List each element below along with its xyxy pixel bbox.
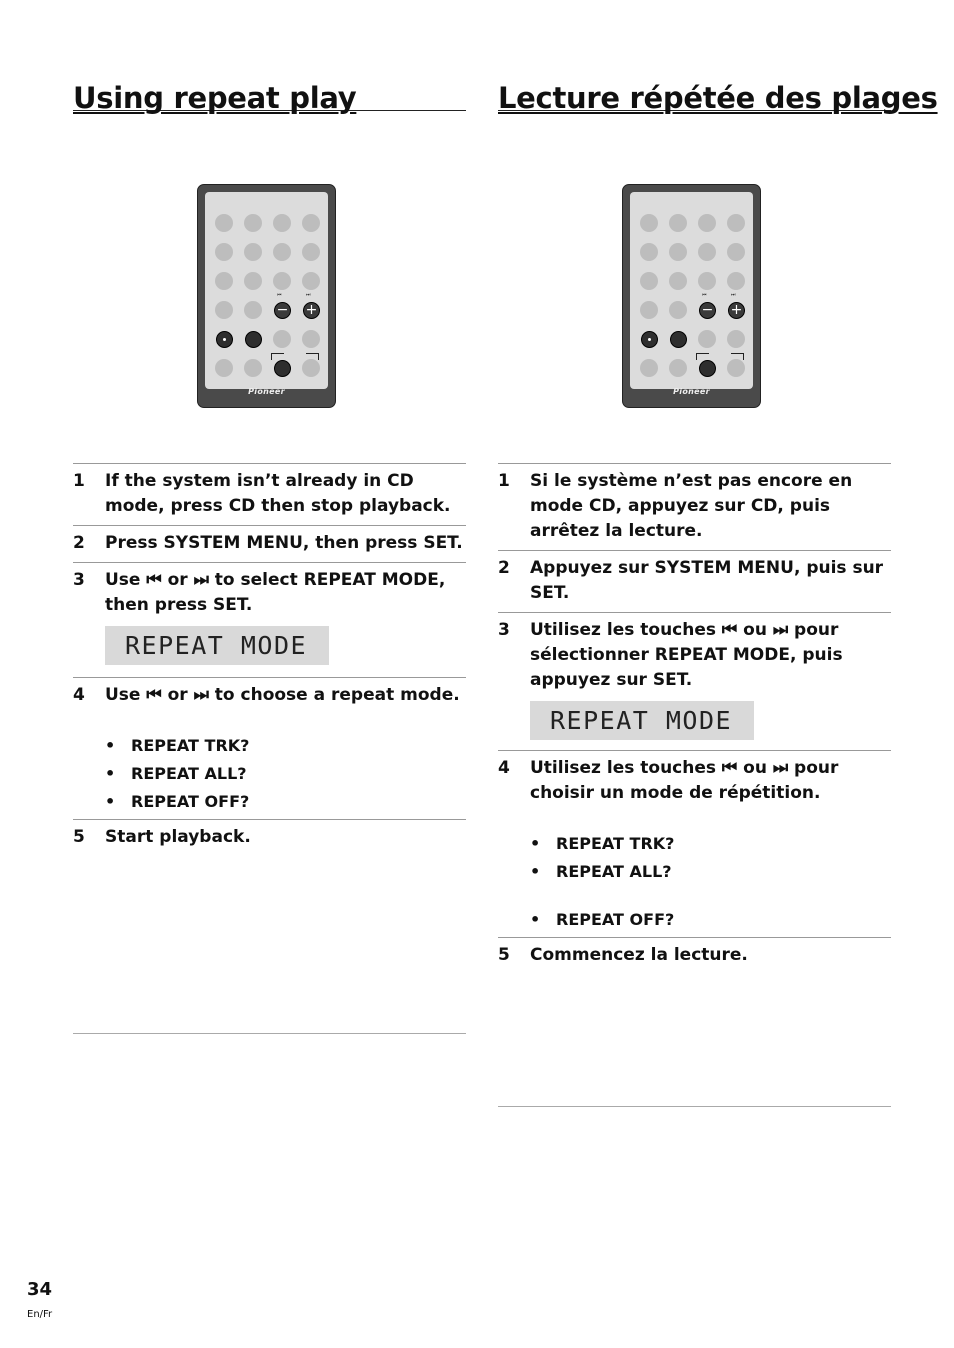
- remote-button-highlight: [670, 331, 687, 348]
- step-text: Press SYSTEM MENU, then press SET.: [105, 533, 463, 553]
- prev-icon: ⏮: [702, 292, 707, 298]
- remote-button: [215, 272, 233, 290]
- stop-button-icon: [216, 331, 233, 348]
- option-item: • REPEAT TRK?: [530, 834, 675, 853]
- remote-button: [698, 330, 716, 348]
- next-icon: ⏭: [731, 292, 736, 298]
- step: [73, 562, 466, 677]
- option-item: • REPEAT OFF?: [105, 792, 250, 811]
- remote-button: [215, 359, 233, 377]
- lcd-display: REPEAT MODE: [530, 701, 754, 740]
- remote-button: [302, 214, 320, 232]
- remote-button: [727, 214, 745, 232]
- remote-button: [215, 214, 233, 232]
- minus-icon: −: [699, 302, 716, 319]
- remote-button: [244, 359, 262, 377]
- step-text: Utilisez les touches ⏮ ou ⏭ pour choisir un mode de répétition.: [530, 758, 839, 803]
- step-text: Start playback.: [105, 827, 251, 847]
- steps-list-fr: [498, 463, 891, 974]
- remote-button: [244, 272, 262, 290]
- step: [73, 463, 466, 525]
- step: [73, 677, 466, 819]
- option-item: • REPEAT ALL?: [105, 764, 247, 783]
- remote-button: [273, 243, 291, 261]
- divider: [73, 1033, 466, 1034]
- plus-icon: +: [728, 302, 745, 319]
- brand-logo: Pioneer: [673, 387, 710, 396]
- remote-button: [727, 330, 745, 348]
- remote-button: [244, 301, 262, 319]
- option-item: • REPEAT ALL?: [530, 862, 672, 881]
- plus-icon: +: [303, 302, 320, 319]
- step-text: Appuyez sur SYSTEM MENU, puis sur SET.: [530, 558, 884, 603]
- prev-icon: ⏮: [277, 292, 282, 298]
- remote-button: [698, 272, 716, 290]
- step-number: 3: [73, 570, 85, 590]
- remote-button: [640, 272, 658, 290]
- step-body: [105, 568, 466, 665]
- step: [73, 819, 466, 856]
- step: [73, 525, 466, 562]
- remote-button: [244, 243, 262, 261]
- step-text: Commencez la lecture.: [530, 945, 748, 965]
- remote-button: [669, 214, 687, 232]
- language-label: En/Fr: [27, 1309, 53, 1320]
- bracket-mark: [696, 353, 709, 360]
- step: [498, 750, 891, 937]
- step: [498, 463, 891, 550]
- step-text: Use ⏮ or ⏭ to choose a repeat mode.: [105, 685, 460, 705]
- remote-button: [244, 214, 262, 232]
- step-number: 3: [498, 620, 510, 640]
- option-item: • REPEAT OFF?: [530, 910, 675, 929]
- step: [498, 612, 891, 750]
- remote-button: [669, 359, 687, 377]
- remote-button: [669, 301, 687, 319]
- step-text: Utilisez les touches ⏮ ou ⏭ pour sélectionner REPEAT MODE, puis appuyez sur SET.: [530, 620, 843, 690]
- remote-illustration-fr: [622, 184, 761, 408]
- next-icon: ⏭: [306, 292, 311, 298]
- remote-button: [302, 272, 320, 290]
- remote-button-highlight: [274, 360, 291, 377]
- step-number: 5: [73, 827, 85, 847]
- remote-button: [669, 243, 687, 261]
- option-item: • REPEAT TRK?: [105, 736, 250, 755]
- step-number: 5: [498, 945, 510, 965]
- stop-button-icon: [641, 331, 658, 348]
- remote-button: [727, 243, 745, 261]
- steps-list-en: [73, 463, 466, 856]
- remote-button: [273, 330, 291, 348]
- remote-button: [727, 359, 745, 377]
- step-body: [530, 756, 891, 934]
- step-text: Si le système n’est pas encore en mode CD, appuyez sur CD, puis arrêtez la lecture.: [530, 471, 853, 541]
- step-body: [530, 618, 891, 740]
- step-number: 2: [73, 533, 85, 553]
- brand-logo: Pioneer: [248, 387, 285, 396]
- remote-button: [727, 272, 745, 290]
- remote-illustration-en: [197, 184, 336, 408]
- remote-button: [640, 359, 658, 377]
- step-number: 1: [73, 471, 85, 491]
- repeat-options: [530, 830, 891, 934]
- remote-button: [273, 272, 291, 290]
- remote-button: [302, 243, 320, 261]
- remote-button-highlight: [699, 360, 716, 377]
- step-number: 2: [498, 558, 510, 578]
- lcd-display: REPEAT MODE: [105, 626, 329, 665]
- step-text: If the system isn’t already in CD mode, press CD then stop playback.: [105, 471, 451, 516]
- remote-button: [640, 301, 658, 319]
- remote-button: [698, 243, 716, 261]
- page-title-fr: Lecture répétée des plages: [498, 78, 891, 111]
- remote-button: [669, 272, 687, 290]
- page-title-en: Using repeat play: [73, 78, 466, 111]
- repeat-options: [105, 732, 466, 816]
- remote-button-highlight: [245, 331, 262, 348]
- remote-button: [640, 214, 658, 232]
- divider: [498, 1106, 891, 1107]
- step-number: 1: [498, 471, 510, 491]
- remote-button: [273, 214, 291, 232]
- remote-button: [302, 359, 320, 377]
- step-body: [105, 683, 466, 816]
- remote-button: [698, 214, 716, 232]
- step-number: 4: [498, 758, 510, 778]
- remote-button: [640, 243, 658, 261]
- step: [498, 937, 891, 974]
- step-text: Use ⏮ or ⏭ to select REPEAT MODE, then press SET.: [105, 570, 446, 615]
- bracket-mark: [271, 353, 284, 360]
- step: [498, 550, 891, 612]
- minus-icon: −: [274, 302, 291, 319]
- remote-button: [215, 301, 233, 319]
- remote-button: [302, 330, 320, 348]
- remote-button: [215, 243, 233, 261]
- step-number: 4: [73, 685, 85, 705]
- page-number: 34: [27, 1279, 53, 1300]
